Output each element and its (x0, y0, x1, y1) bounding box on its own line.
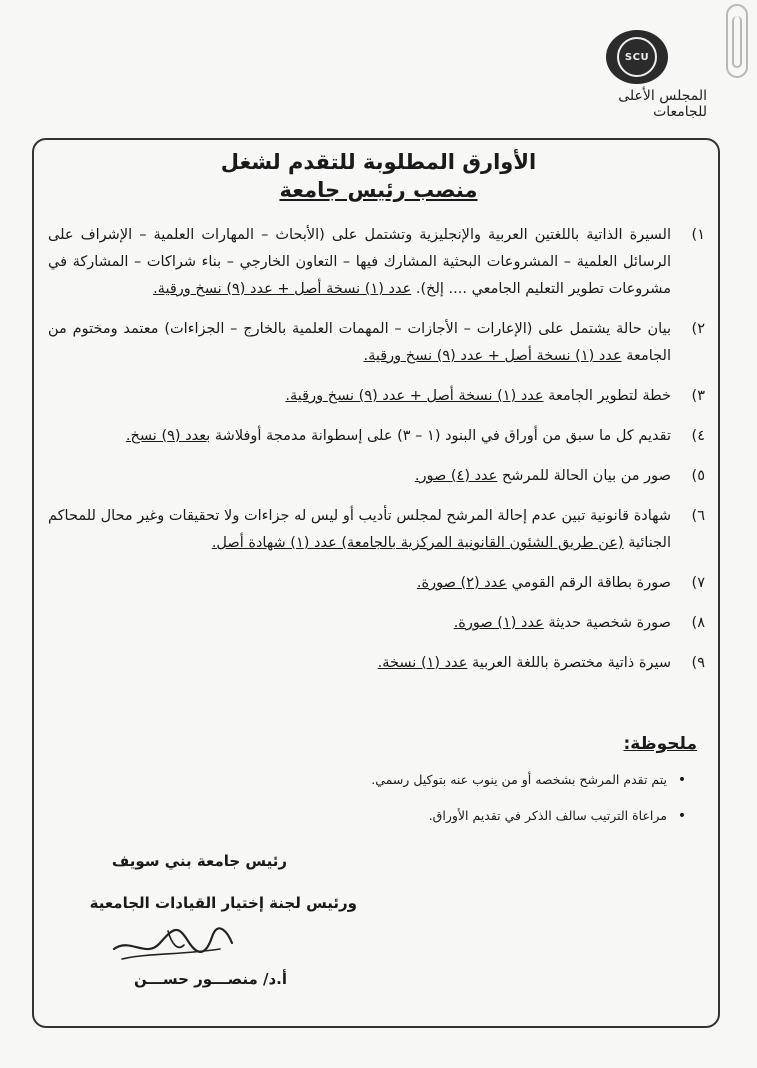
item-number: ٩) (691, 655, 705, 671)
list-item (48, 503, 705, 557)
note-item (97, 770, 697, 790)
list-item (48, 222, 705, 303)
item-quantity: عدد (٤) صور. (414, 468, 498, 484)
handwritten-signature (108, 915, 238, 971)
bullet-icon: • (677, 808, 687, 824)
item-number: ٥) (691, 468, 705, 484)
item-quantity: عدد (١) نسخة أصل + عدد (٩) نسخ ورقية. (153, 281, 412, 297)
item-quantity: (عن طريق الشئون القانونية المركزية بالجامعة) عدد (١) شهادة أصل. (211, 535, 624, 551)
item-number: ٢) (691, 321, 705, 337)
item-quantity: بعدد (٩) نسخ. (125, 428, 211, 444)
council-name: المجلس الأعلى للجامعات (618, 88, 707, 120)
item-quantity: عدد (٢) صورة. (416, 575, 507, 591)
list-item (48, 650, 705, 677)
list-item (48, 316, 705, 370)
item-text: السيرة الذاتية باللغتين العربية والإنجليزية وتشتمل على (الأبحاث – المهارات العلمية – الإشراف على الرسائل العلمية – المشروعات البحثية المشارك فيها – التعاون الخارجي – بناء شراكات – المشاركة في مشروعات تطوير التعليم الجامعي .... إلخ). (48, 227, 671, 297)
list-item (48, 570, 705, 597)
list-item (48, 383, 705, 410)
item-number: ٤) (691, 428, 705, 444)
item-text: تقديم كل ما سبق من أوراق في البنود (١ – ٣) على إسطوانة مدمجة أوفلاشة (214, 428, 671, 444)
bullet-icon: • (677, 772, 687, 788)
signatory-title-committee: ورئيس لجنة إختيار القيادات الجامعية (89, 894, 357, 912)
item-number: ٨) (691, 615, 705, 631)
item-text: صور من بيان الحالة للمرشح (501, 468, 671, 484)
seal-text: SCU (617, 37, 657, 77)
item-text: خطة لتطوير الجامعة (548, 388, 671, 404)
header (567, 30, 707, 120)
list-item (48, 610, 705, 637)
item-number: ١) (691, 227, 705, 243)
note-text: مراعاة الترتيب سالف الذكر في تقديم الأوراق. (428, 808, 667, 823)
item-quantity: عدد (١) نسخة أصل + عدد (٩) نسخ ورقية. (285, 388, 544, 404)
item-quantity: عدد (١) نسخة أصل + عدد (٩) نسخ ورقية. (363, 348, 622, 364)
item-text: صورة بطاقة الرقم القومي (511, 575, 671, 591)
item-text: بيان حالة يشتمل على (الإعارات – الأجازات – المهمات العلمية بالخارج – الجزاءات) معتمد ومختوم من الجامعة (48, 321, 671, 364)
item-text: سيرة ذاتية مختصرة باللغة العربية (472, 655, 671, 671)
note-item (97, 806, 697, 826)
signatory-title-university: رئيس جامعة بني سويف (111, 852, 287, 870)
item-quantity: عدد (١) نسخة. (377, 655, 468, 671)
note-text: يتم تقدم المرشح بشخصه أو من ينوب عنه بتوكيل رسمي. (371, 772, 667, 787)
list-item (48, 463, 705, 490)
note-title: ملحوظة: (623, 734, 697, 754)
item-number: ٣) (691, 388, 705, 404)
title-line-2: منصب رئيس جامعة (279, 178, 478, 202)
requirements-list (48, 222, 705, 690)
notes-list (97, 770, 697, 842)
item-text: صورة شخصية حديثة (548, 615, 671, 631)
item-text: شهادة قانونية تبين عدم إحالة المرشح لمجلس تأديب أو ليس له جزاءات ولا تحقيقات وغير محال للمحاكم الجنائية (48, 508, 671, 551)
document-title (0, 148, 757, 204)
title-line-1: الأوارق المطلوبة للتقدم لشغل (220, 150, 537, 174)
paperclip (726, 4, 748, 78)
council-seal-icon (606, 30, 668, 84)
item-number: ٧) (691, 575, 705, 591)
list-item (48, 423, 705, 450)
signatory-name: أ.د/ منصـــور حســـن (133, 970, 287, 988)
item-quantity: عدد (١) صورة. (453, 615, 544, 631)
item-number: ٦) (691, 508, 705, 524)
